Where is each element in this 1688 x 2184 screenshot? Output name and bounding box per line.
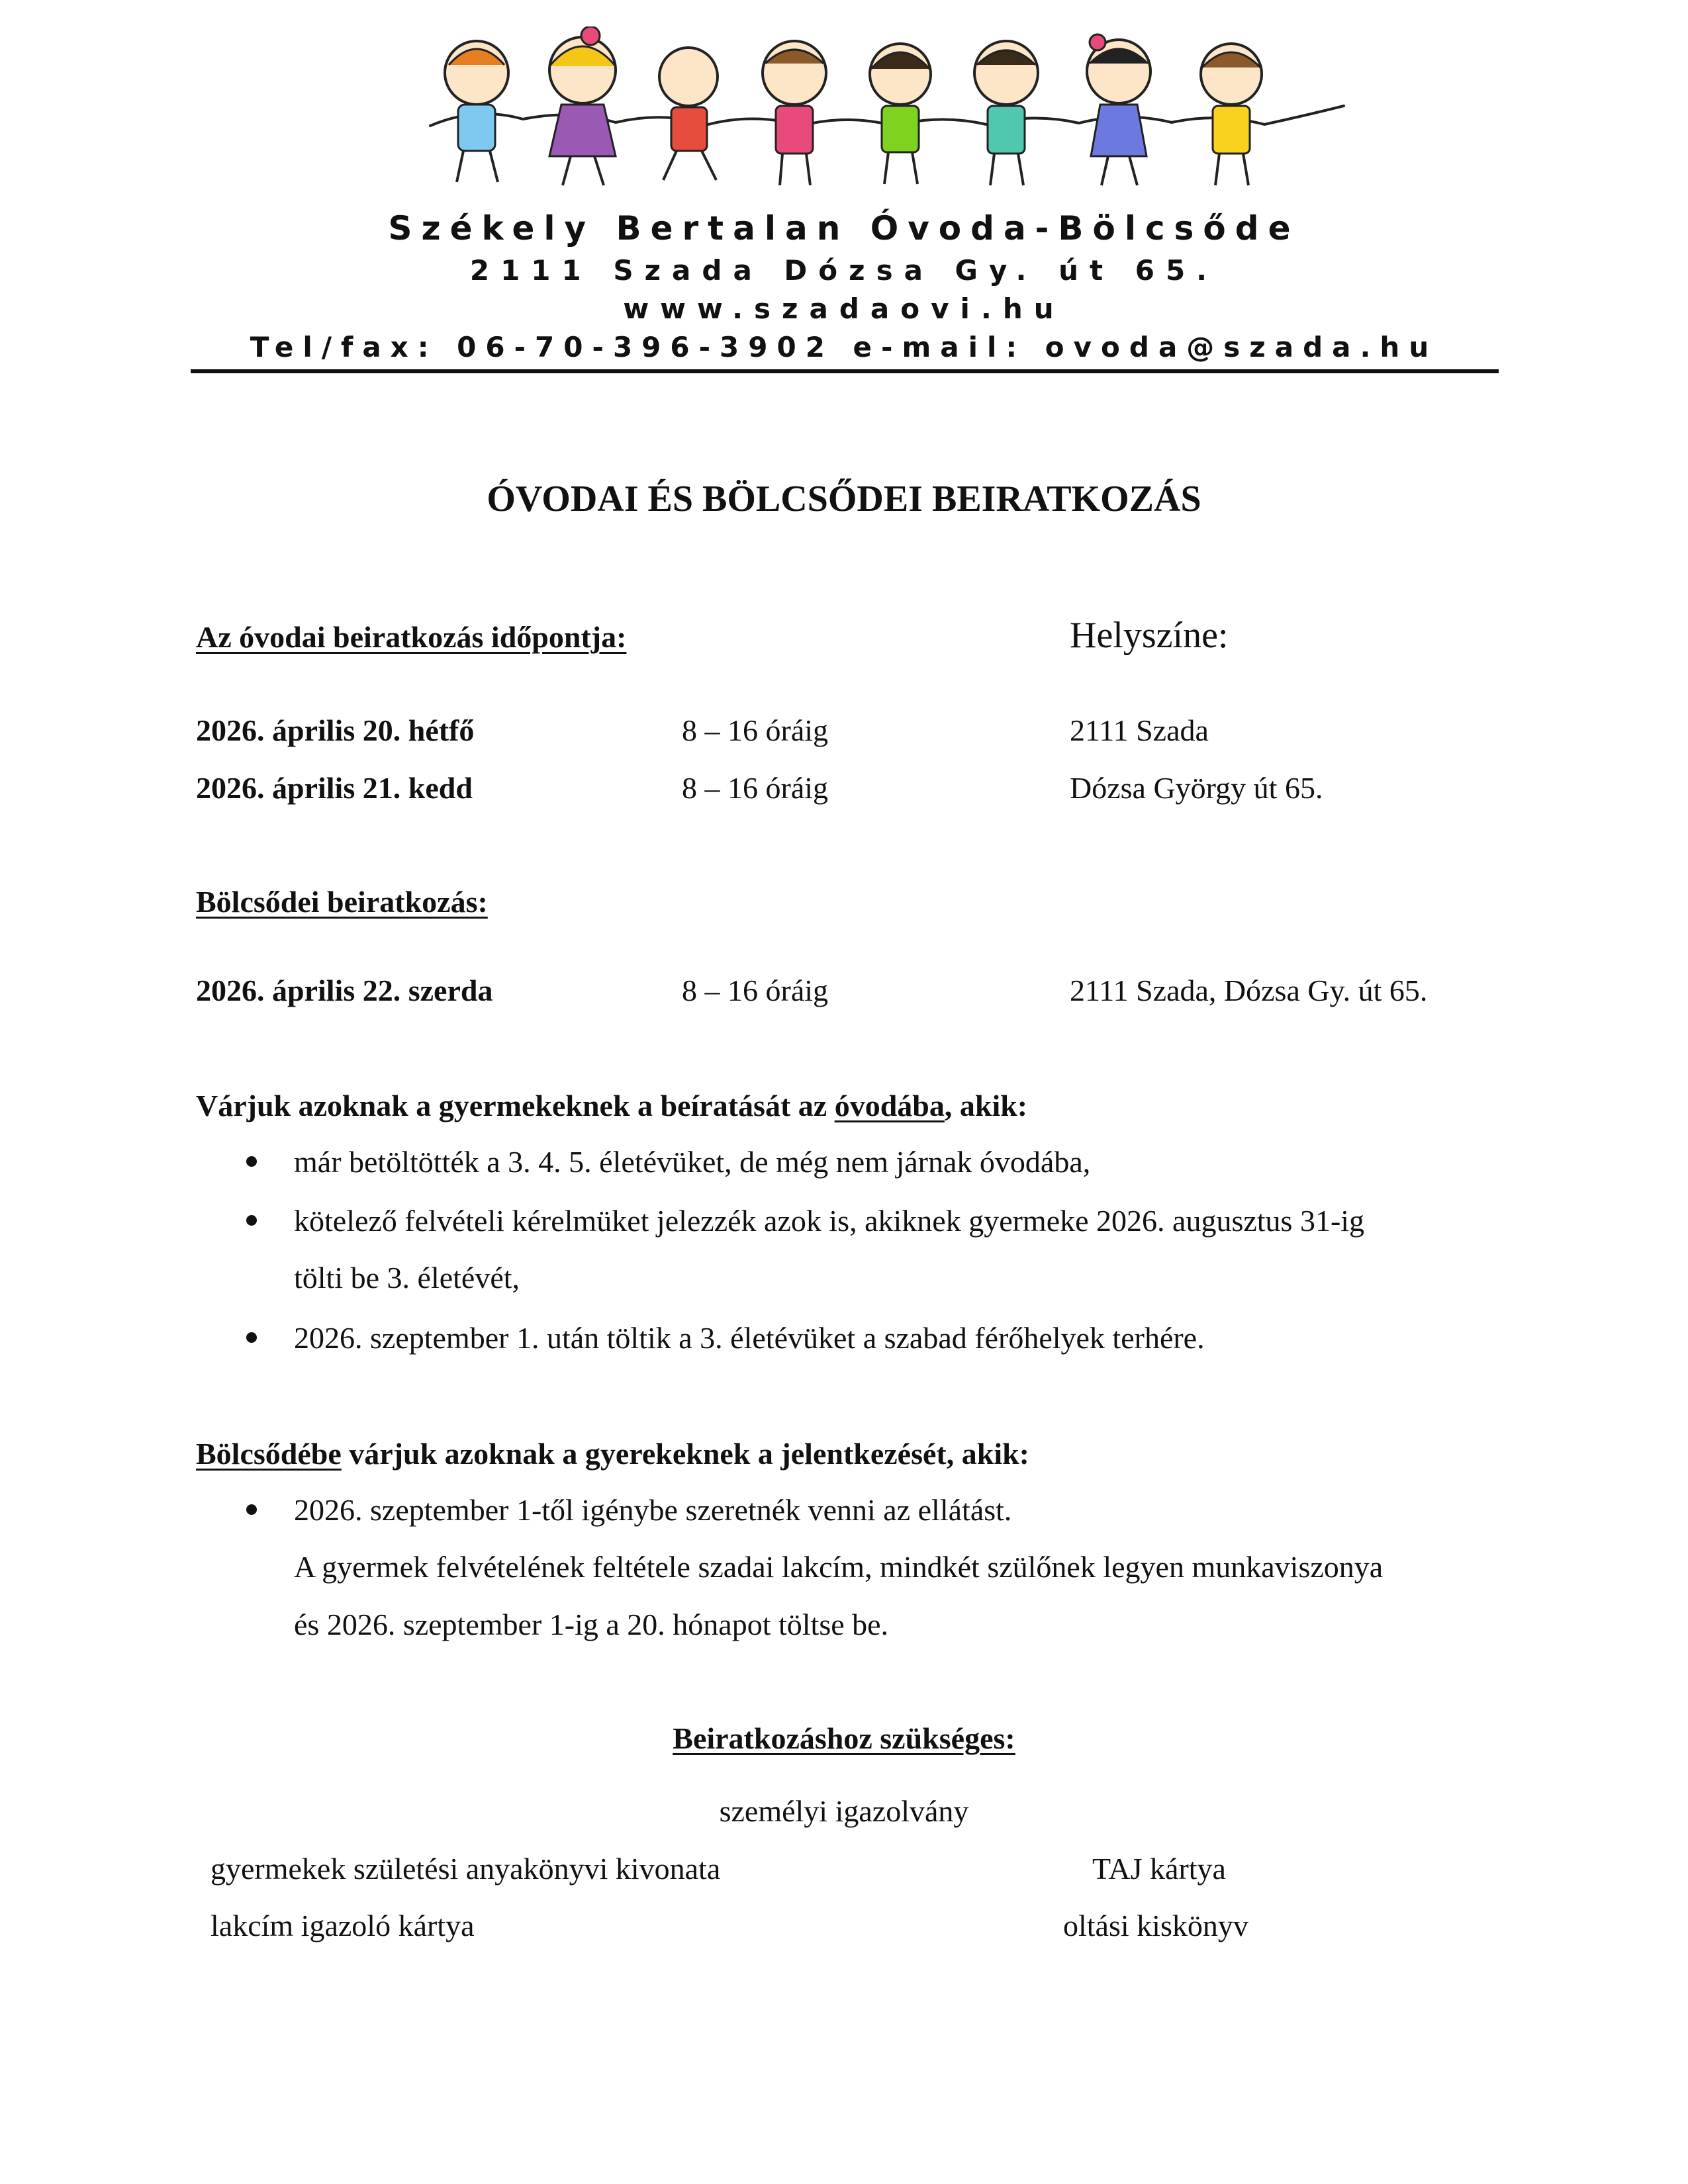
requirement-vaccination-booklet: oltási kiskönyv — [1063, 1909, 1248, 1942]
nursery-place-1: 2111 Szada, Dózsa Gy. út 65. — [1070, 974, 1428, 1007]
header-divider — [191, 369, 1499, 373]
nursery-invite-item-1-line-3: és 2026. szeptember 1-ig a 20. hónapot töltse be. — [294, 1608, 889, 1641]
kindergarten-place-1: 2111 Szada — [1070, 713, 1209, 747]
institution-website[interactable]: www.szadaovi.hu — [623, 293, 1065, 325]
child-figure-6-icon — [974, 41, 1038, 185]
child-figure-4-icon — [763, 41, 826, 185]
children-holding-hands-illustration — [417, 26, 1357, 199]
kindergarten-time-2: 8 – 16 óráig — [682, 771, 829, 805]
document-title: ÓVODAI ÉS BÖLCSŐDEI BEIRATKOZÁS — [487, 478, 1201, 520]
child-figure-8-icon — [1201, 44, 1262, 185]
kindergarten-invite-item-3: 2026. szeptember 1. után töltik a 3. életévüket a szabad férőhelyek terhére. — [294, 1321, 1205, 1355]
nursery-invite-lead-end: várjuk azoknak a gyerekeknek a jelentkezését, akik: — [341, 1437, 1030, 1471]
institution-name: Székely Bertalan Óvoda-Bölcsőde — [388, 209, 1300, 248]
kindergarten-enrollment-heading: Az óvodai beiratkozás időpontja: — [196, 620, 627, 654]
kindergarten-date-2: 2026. április 21. kedd — [196, 771, 473, 805]
requirement-birth-certificate: gyermekek születési anyakönyvi kivonata — [211, 1852, 721, 1886]
institution-address: 2111 Szada Dózsa Gy. út 65. — [469, 254, 1219, 287]
kindergarten-invite-item-2-line-1: kötelező felvételi kérelmüket jelezzék azok is, akiknek gyermeke 2026. augusztus 31-ig — [294, 1204, 1365, 1238]
kindergarten-date-1: 2026. április 20. hétfő — [196, 713, 475, 747]
child-figure-3-icon — [659, 48, 718, 180]
requirement-taj-card: TAJ kártya — [1092, 1852, 1226, 1886]
nursery-enrollment-heading: Bölcsődei beiratkozás: — [196, 885, 488, 919]
child-figure-1-icon — [445, 41, 508, 182]
kindergarten-invite-lead-end: , akik: — [944, 1089, 1028, 1122]
nursery-invite-lead — [196, 1439, 1029, 1469]
kindergarten-place-2: Dózsa György út 65. — [1070, 771, 1323, 805]
nursery-invite-item-1-line-1: 2026. szeptember 1-től igénybe szeretnék venni az ellátást. — [294, 1493, 1012, 1527]
bullet-icon — [246, 1156, 257, 1167]
kindergarten-invite-item-1: már betöltötték a 3. 4. 5. életévüket, de még nem járnak óvodába, — [294, 1145, 1091, 1179]
kindergarten-invite-lead — [196, 1091, 1027, 1121]
nursery-time-1: 8 – 16 óráig — [682, 974, 829, 1007]
bullet-icon — [246, 1215, 257, 1226]
kindergarten-invite-target: óvodába — [834, 1089, 945, 1122]
requirement-address-card: lakcím igazoló kártya — [211, 1909, 475, 1942]
kindergarten-time-1: 8 – 16 óráig — [682, 713, 829, 747]
nursery-invite-item-1-line-2: A gyermek felvételének feltétele szadai lakcím, mindkét szülőnek legyen munkaviszonya — [294, 1550, 1383, 1584]
kindergarten-invite-lead-start: Várjuk azoknak a gyermekeknek a beíratását az — [196, 1089, 835, 1122]
requirements-heading: Beiratkozáshoz szükséges: — [673, 1721, 1015, 1755]
kindergarten-invite-item-2-line-2: tölti be 3. életévét, — [294, 1261, 520, 1295]
institution-contact[interactable]: Tel/fax: 06-70-396-3902 e-mail: ovoda@szada.hu — [250, 331, 1438, 363]
child-figure-2-icon — [549, 26, 616, 185]
nursery-invite-target: Bölcsődébe — [196, 1437, 342, 1471]
nursery-date-1: 2026. április 22. szerda — [196, 974, 493, 1007]
bullet-icon — [246, 1504, 257, 1515]
child-figure-5-icon — [870, 44, 931, 184]
child-figure-7-icon — [1087, 34, 1150, 185]
requirement-id-card: személyi igazolvány — [719, 1794, 969, 1828]
location-heading: Helyszíne: — [1070, 615, 1229, 656]
bullet-icon — [246, 1332, 257, 1343]
